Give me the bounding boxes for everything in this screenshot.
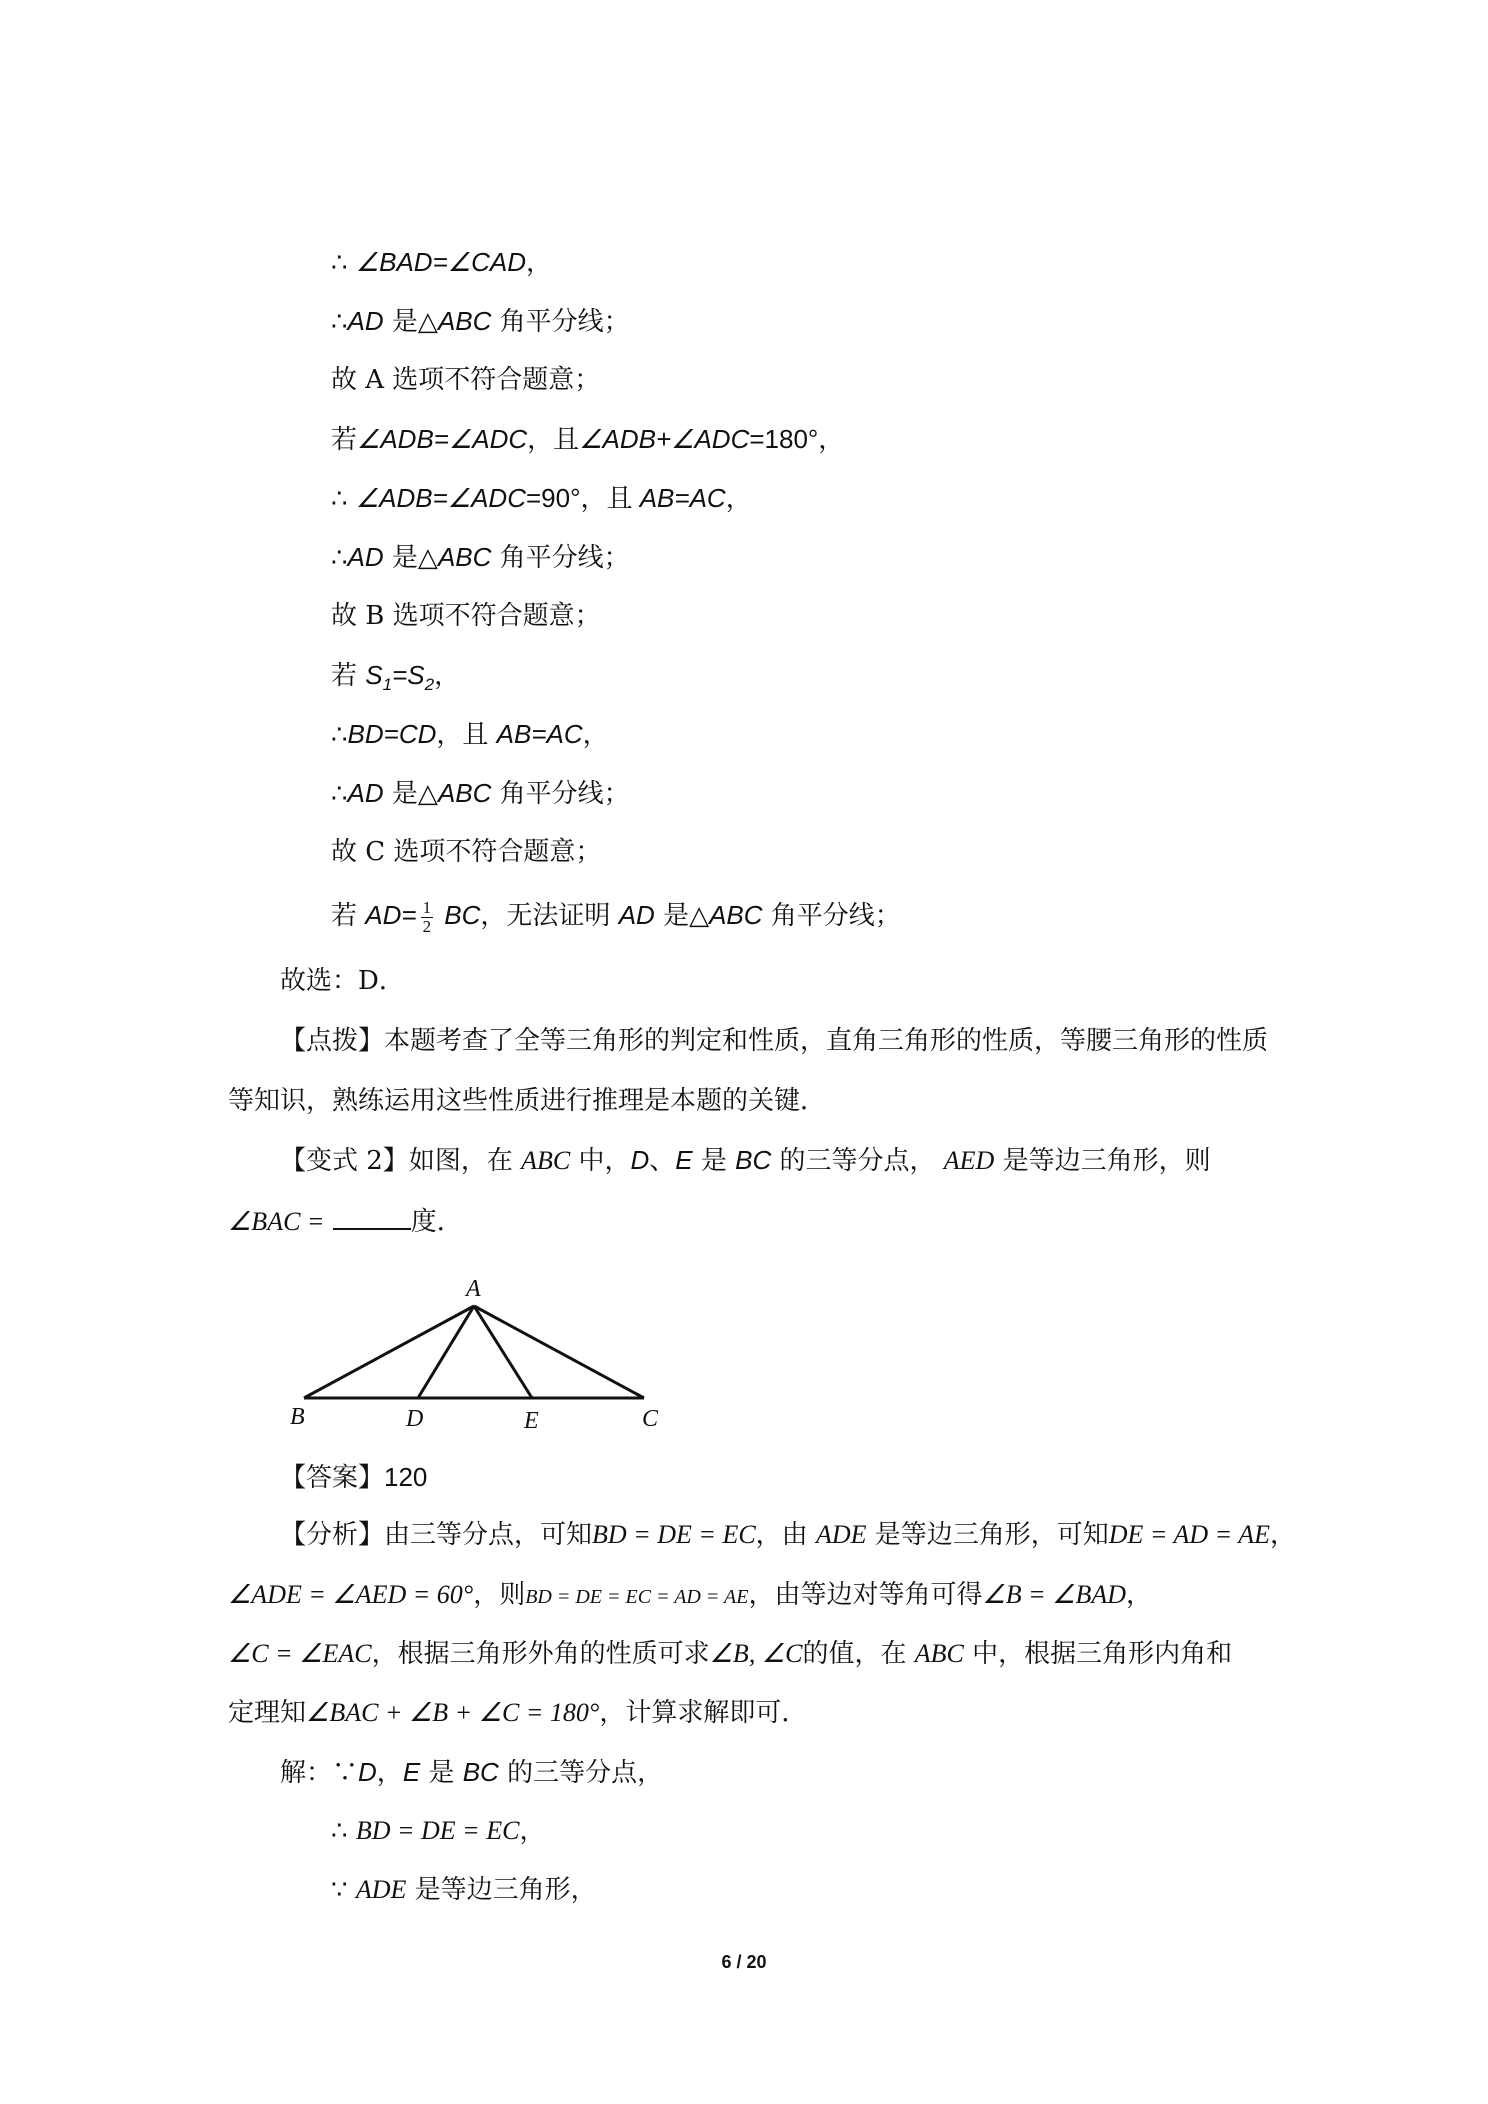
- line-17: ∠BAC = 度．: [228, 1202, 463, 1239]
- segment-ab: [304, 1306, 474, 1398]
- line-19: 【分析】由三等分点，可知BD = DE = EC，由 ADE 是等边三角形，可知DE = AD = AE，: [280, 1520, 1296, 1550]
- section-head-analysis: 【分析】: [280, 1520, 385, 1550]
- line-22: 定理知∠BAC + ∠B + ∠C = 180°，计算求解即可．: [228, 1698, 808, 1728]
- line-16: 【变式 2】如图，在 ABC 中，D、E 是 BC 的三等分点， AED 是等边三角形，则: [280, 1145, 1211, 1176]
- label-e: E: [524, 1408, 539, 1434]
- line-4: 若∠ADB=∠ADC，且∠ADB+∠ADC=180°，: [331, 424, 845, 455]
- segment-ae: [474, 1306, 532, 1398]
- answer-blank: [333, 1202, 411, 1230]
- therefore-symbol: ∴: [331, 1816, 348, 1846]
- therefore-symbol: ∴: [331, 248, 348, 278]
- triangle-figure: [280, 1264, 680, 1444]
- page-number: 6 / 20: [721, 1952, 767, 1972]
- section-head-bianshi: 【变式 2】: [280, 1146, 409, 1176]
- line-9: ∴BD=CD，且 AB=AC，: [331, 719, 609, 750]
- label-b: B: [290, 1404, 305, 1430]
- line-13: 故选：D．: [280, 966, 405, 996]
- line-3: 故 A 选项不符合题意；: [331, 365, 601, 395]
- section-head-dianbo: 【点拨】: [280, 1026, 385, 1056]
- line-21: ∠C = ∠EAC，根据三角形外角的性质可求∠B, ∠C的值，在 ABC 中，根据三角形内角和: [228, 1639, 1233, 1669]
- label-a: A: [466, 1276, 481, 1302]
- line-15: 等知识，熟练运用这些性质进行推理是本题的关键．: [228, 1086, 827, 1116]
- fraction-one-half: $\frac{1}{2}$: [422, 897, 432, 936]
- therefore-symbol: ∴: [331, 779, 348, 809]
- section-head-answer: 【答案】: [280, 1463, 385, 1493]
- therefore-symbol: ∴: [331, 543, 348, 573]
- line-6: ∴AD 是△ABC 角平分线；: [331, 542, 630, 573]
- therefore-symbol: ∴: [331, 720, 348, 750]
- therefore-symbol: ∴: [331, 307, 348, 337]
- line-25: ∵ ADE 是等边三角形，: [331, 1875, 597, 1905]
- line-10: ∴AD 是△ABC 角平分线；: [331, 778, 630, 809]
- line-12: 若 AD= $\frac{1}{2}$ BC，无法证明 AD 是△ABC 角平分线；: [331, 897, 901, 936]
- because-symbol: ∵: [331, 1875, 356, 1905]
- label-c: C: [642, 1406, 659, 1432]
- line-2: ∴AD 是△ABC 角平分线；: [331, 306, 630, 337]
- label-d: D: [406, 1406, 424, 1432]
- line-5: ∴ ∠ADB=∠ADC=90°，且 AB=AC，: [331, 483, 752, 514]
- line-1: ∴ ∠BAD=∠CAD，: [331, 247, 552, 278]
- line-7: 故 B 选项不符合题意；: [331, 601, 601, 631]
- therefore-symbol: ∴: [331, 484, 348, 514]
- answer-value: 120: [384, 1462, 428, 1492]
- line-23: 解：∵D，E 是 BC 的三等分点，: [280, 1757, 664, 1788]
- line-14: 【点拨】本题考查了全等三角形的判定和性质，直角三角形的性质，等腰三角形的性质: [280, 1026, 1269, 1056]
- line-24: ∴ BD = DE = EC，: [331, 1816, 546, 1846]
- segment-ac: [474, 1306, 644, 1398]
- line-20: ∠ADE = ∠AED = 60°，则BD = DE = EC = AD = AE，由等边对等角可得∠B = ∠BAD，: [228, 1580, 1153, 1610]
- line-8: 若 $S_1=S_2$，: [331, 660, 461, 695]
- line-18: [280, 1460, 427, 1495]
- line-11: 故 C 选项不符合题意；: [331, 837, 602, 867]
